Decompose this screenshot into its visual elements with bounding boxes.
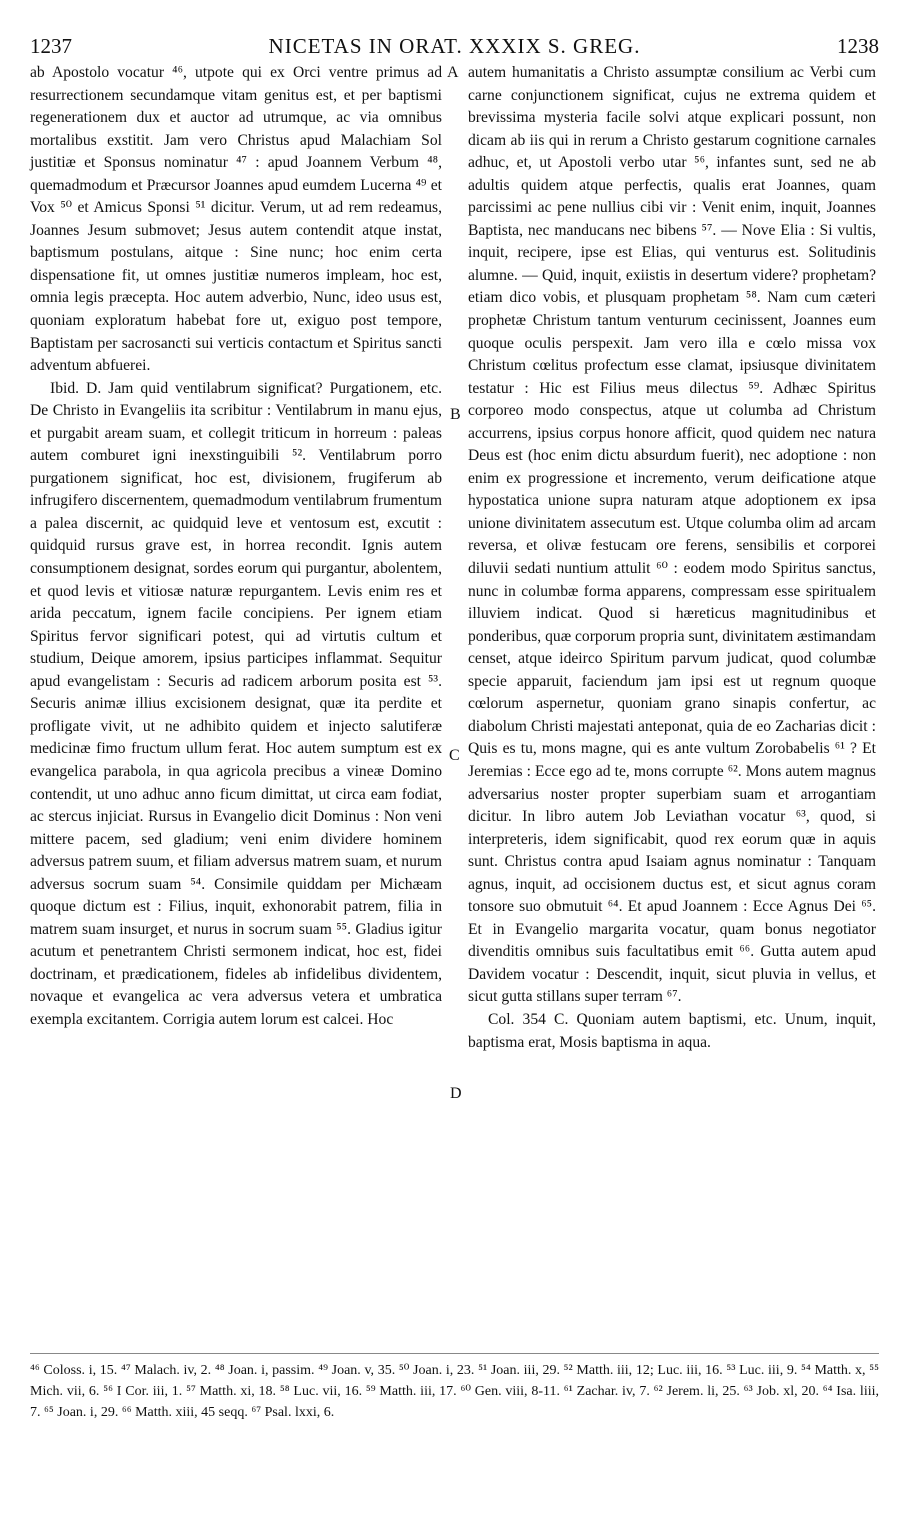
margin-marker-d: D <box>450 1085 462 1102</box>
running-title: NICETAS IN ORAT. XXXIX S. GREG. <box>268 34 641 58</box>
page-number-right: 1238 <box>837 34 879 58</box>
right-paragraph-1: autem humanitatis a Christo assumptæ consilium ac Verbi cum carne conjunctionem significat, cujus ne extrema quidem et brevissima mysteria facile solvi atque explicari possunt, non dicam ab iis qui in rerum a Christo gestarum cognitione carnales adhuc, et, ut Apostoli verbo utar ⁵⁶, infantes sunt, sed ne ab adultis quidem atque perfectis, qualis erat Joannes, quam parcissimi ac pene nullius cibi vir : Venit enim, inquit, Joannes Baptista, nec manducans nec bibens ⁵⁷. — Nove Elia : Si vultis, inquit, recipere, ipse est Elias, qui venturus est. Solitudinis alumne. — Quid, inquit, exiistis in desertum videre? prophetam? etiam dico vobis, et plusquam prophetam ⁵⁸. Nam cum cæteri prophetæ Christum tantum venturum cecinissent, Joannes eum quoque oculis perspexit. Jam vero illa e cœlo missa vox Christum cœlitus profectum esse clamat, ipsiusque divinitatem testatur : Hic est Filius meus dilectus ⁵⁹. Adhæc Spiritus corporeo modo conspectus, atque ut columba ad Christum accurrens, ipsius corpus honore afficit, quod quidem nec natura Deus est (hoc enim dictu absurdum fuerit), nec adoptione : non enim ex progressione et incremento, verum deificatione atque hypostatica unione supra naturam atque adoptionem ex ipsa unione divinitatem assecutum est. Utque columba olim ad arcam reversa, et olivæ festucam ore ferens, sensibilis et corporei diluvii sedati nuntium attulit ⁶⁰ : eodem modo Spiritus sanctus, nunc in columbæ forma apparens, compressam esse spiritualem illuviem indicat. Quod si hæreticus magnitudinibus et ponderibus, quæ corporum propria sunt, divinitatem æstimandam censet, atque ideirco Spiritum parvum judicat, quod columbæ specie apparuit, faciendum jam ipsi est ut regnum quoque cœlorum aspernetur, quoniam grano sinapis confertur, ac diabolum Christi majestati anteponat, quia de eo Zacharias dicit : Quis es tu, mons magne, qui es ante vultum Zorobabelis ⁶¹ ? Et Jeremias : Ecce ego ad te, mons corrupte ⁶². Mons autem magnus adversarius noster propter superbiam suam et arrogantiam dicitur. In libro autem Job Leviathan vocatur ⁶³, quod, si interpreteris, idem significabit, quod rex eorum quæ in aquis sunt. Christus contra apud Isaiam agnus nominatur : Tanquam agnus, inquit, ad occisionem ductus est, et sicut agnus coram tonsore suo obmutuit ⁶⁴. Et apud Joannem : Ecce Agnus Dei ⁶⁵. Et in Evangelio margarita vocatur, quam bonus negotiator divenditis omnibus suis facultatibus emit ⁶⁶. Gutta autem apud Davidem vocatur : Descendit, inquit, sicut pluvia in vellus, et sicut gutta stillans super terram ⁶⁷. <box>468 64 876 1006</box>
left-column <box>30 62 442 1032</box>
right-paragraph-2: Col. 354 C. Quoniam autem baptismi, etc. Unum, inquit, baptisma erat, Mosis baptisma in aqua. <box>468 1010 876 1051</box>
footnote-divider <box>30 1353 879 1354</box>
margin-marker-b: B <box>450 406 461 423</box>
footnote-text: ⁴⁶ Coloss. i, 15. ⁴⁷ Malach. iv, 2. ⁴⁸ Joan. i, passim. ⁴⁹ Joan. v, 35. ⁵⁰ Joan. i, 23. ⁵¹ Joan. iii, 29. ⁵² Matth. iii, 12; Luc. iii, 16. ⁵³ Luc. iii, 9. ⁵⁴ Matth. x, ⁵⁵ Mich. vii, 6. ⁵⁶ I Cor. iii, 1. ⁵⁷ Matth. xi, 18. ⁵⁸ Luc. vii, 16. ⁵⁹ Matth. iii, 17. ⁶⁰ Gen. viii, 8-11. ⁶¹ Zachar. iv, 7. ⁶² Jerem. li, 25. ⁶³ Job. xl, 20. ⁶⁴ Isa. liii, 7. ⁶⁵ Joan. i, 29. ⁶⁶ Matth. xiii, 45 seqq. ⁶⁷ Psal. lxxi, 6. <box>30 1363 879 1420</box>
margin-marker-c: C <box>449 747 460 764</box>
left-paragraph-2: Ibid. D. Jam quid ventilabrum significat? Purgationem, etc. De Christo in Evangeliis ita scribitur : Ventilabrum in manu ejus, et purgabit aream suam, et collegit triticum in horreum : paleas autem comburet igni inexstinguibili ⁵². Ventilabrum porro purgationem significat, hoc est, divisionem, frugiferum ab infrugifero discernentem, quemadmodum ventilabrum frumentum a palea discernit, ac quidquid leve et ventosum est, excutit : quidquid rursus grave est, in horrea recondit. Ignis autem consumptionem designat, sordes eorum qui purgantur, abolentem, et quod levis et vitiosæ naturæ repurgantem. Levis enim res et arida peccatum, ignem facile concipiens. Per ignem etiam Spiritus fervor significari potest, qui ad virtutis cultum et studium, Deique amorem, ipsius participes inflammat. Sequitur apud evangelistam : Securis ad radicem arborum posita est ⁵³. Securis animæ illius excisionem designat, quæ ita perdite et profligate vivit, ut ne adhibito quidem et injecto salutiferæ medicinæ fimo fructum ullum ferat. Hoc autem sumptum est ex evangelica parabola, in qua agricola precibus a vineæ Domino contendit, ut uno adhuc anno ficum dimittat, ut circa eam fodiat, ac stercus injiciat. Rursus in Evangelio dicit Dominus : Non veni mittere pacem, sed gladium; veni enim dividere hominem adversus patrem suum, et filiam adversus matrem suam, et nurum adversus socrum suam ⁵⁴. Consimile quiddam per Michæam quoque dictum est : Filius, inquit, exhonorabit patrem, filia in matrem suam insurget, et nurus in socrum suam ⁵⁵. Gladius igitur acutum et penetrantem Christi sermonem indicat, hoc est, fidei doctrinam, et prædicationem, fideles ab infidelibus dividentem, novaque et evangelica ac vera adversus vetera et umbratica exempla excitantem. Corrigia autem lorum est calcei. Hoc <box>30 379 442 1028</box>
right-column <box>468 62 876 1054</box>
footnotes <box>30 1360 879 1423</box>
margin-marker-a: A <box>447 64 459 81</box>
page-number-left: 1237 <box>30 34 72 58</box>
left-paragraph-1: ab Apostolo vocatur ⁴⁶, utpote qui ex Orci ventre primus ad resurrectionem secundamque vitam genitus est, et per baptismi regenerationem dux et auctor ad utrumque, ac via omnibus mortalibus exstitit. Jam vero Christus apud Malachiam Sol justitiæ et Sponsus nominatur ⁴⁷ : apud Joannem Verbum ⁴⁸, quemadmodum et Præcursor Joannes apud eumdem Lucerna ⁴⁹ et Vox ⁵⁰ et Amicus Sponsi ⁵¹ dicitur. Verum, ut ad rem redeamus, Joannes Jesum submovet; Jesus autem contendit atque instat, baptismum postulans, aitque : Sine nunc; hoc enim certa dispensatione fit, ut omnes justitiæ numeros impleam, hoc est, omnia legis præcepta. Hoc autem adverbio, Nunc, ideo usus est, quoniam exploratum habebat fore ut, exiguo post tempore, Baptistam per sacrosancti sui verticis contactum et Spiritus sancti adventum abfuerei. <box>30 64 442 375</box>
page-header <box>30 34 879 60</box>
